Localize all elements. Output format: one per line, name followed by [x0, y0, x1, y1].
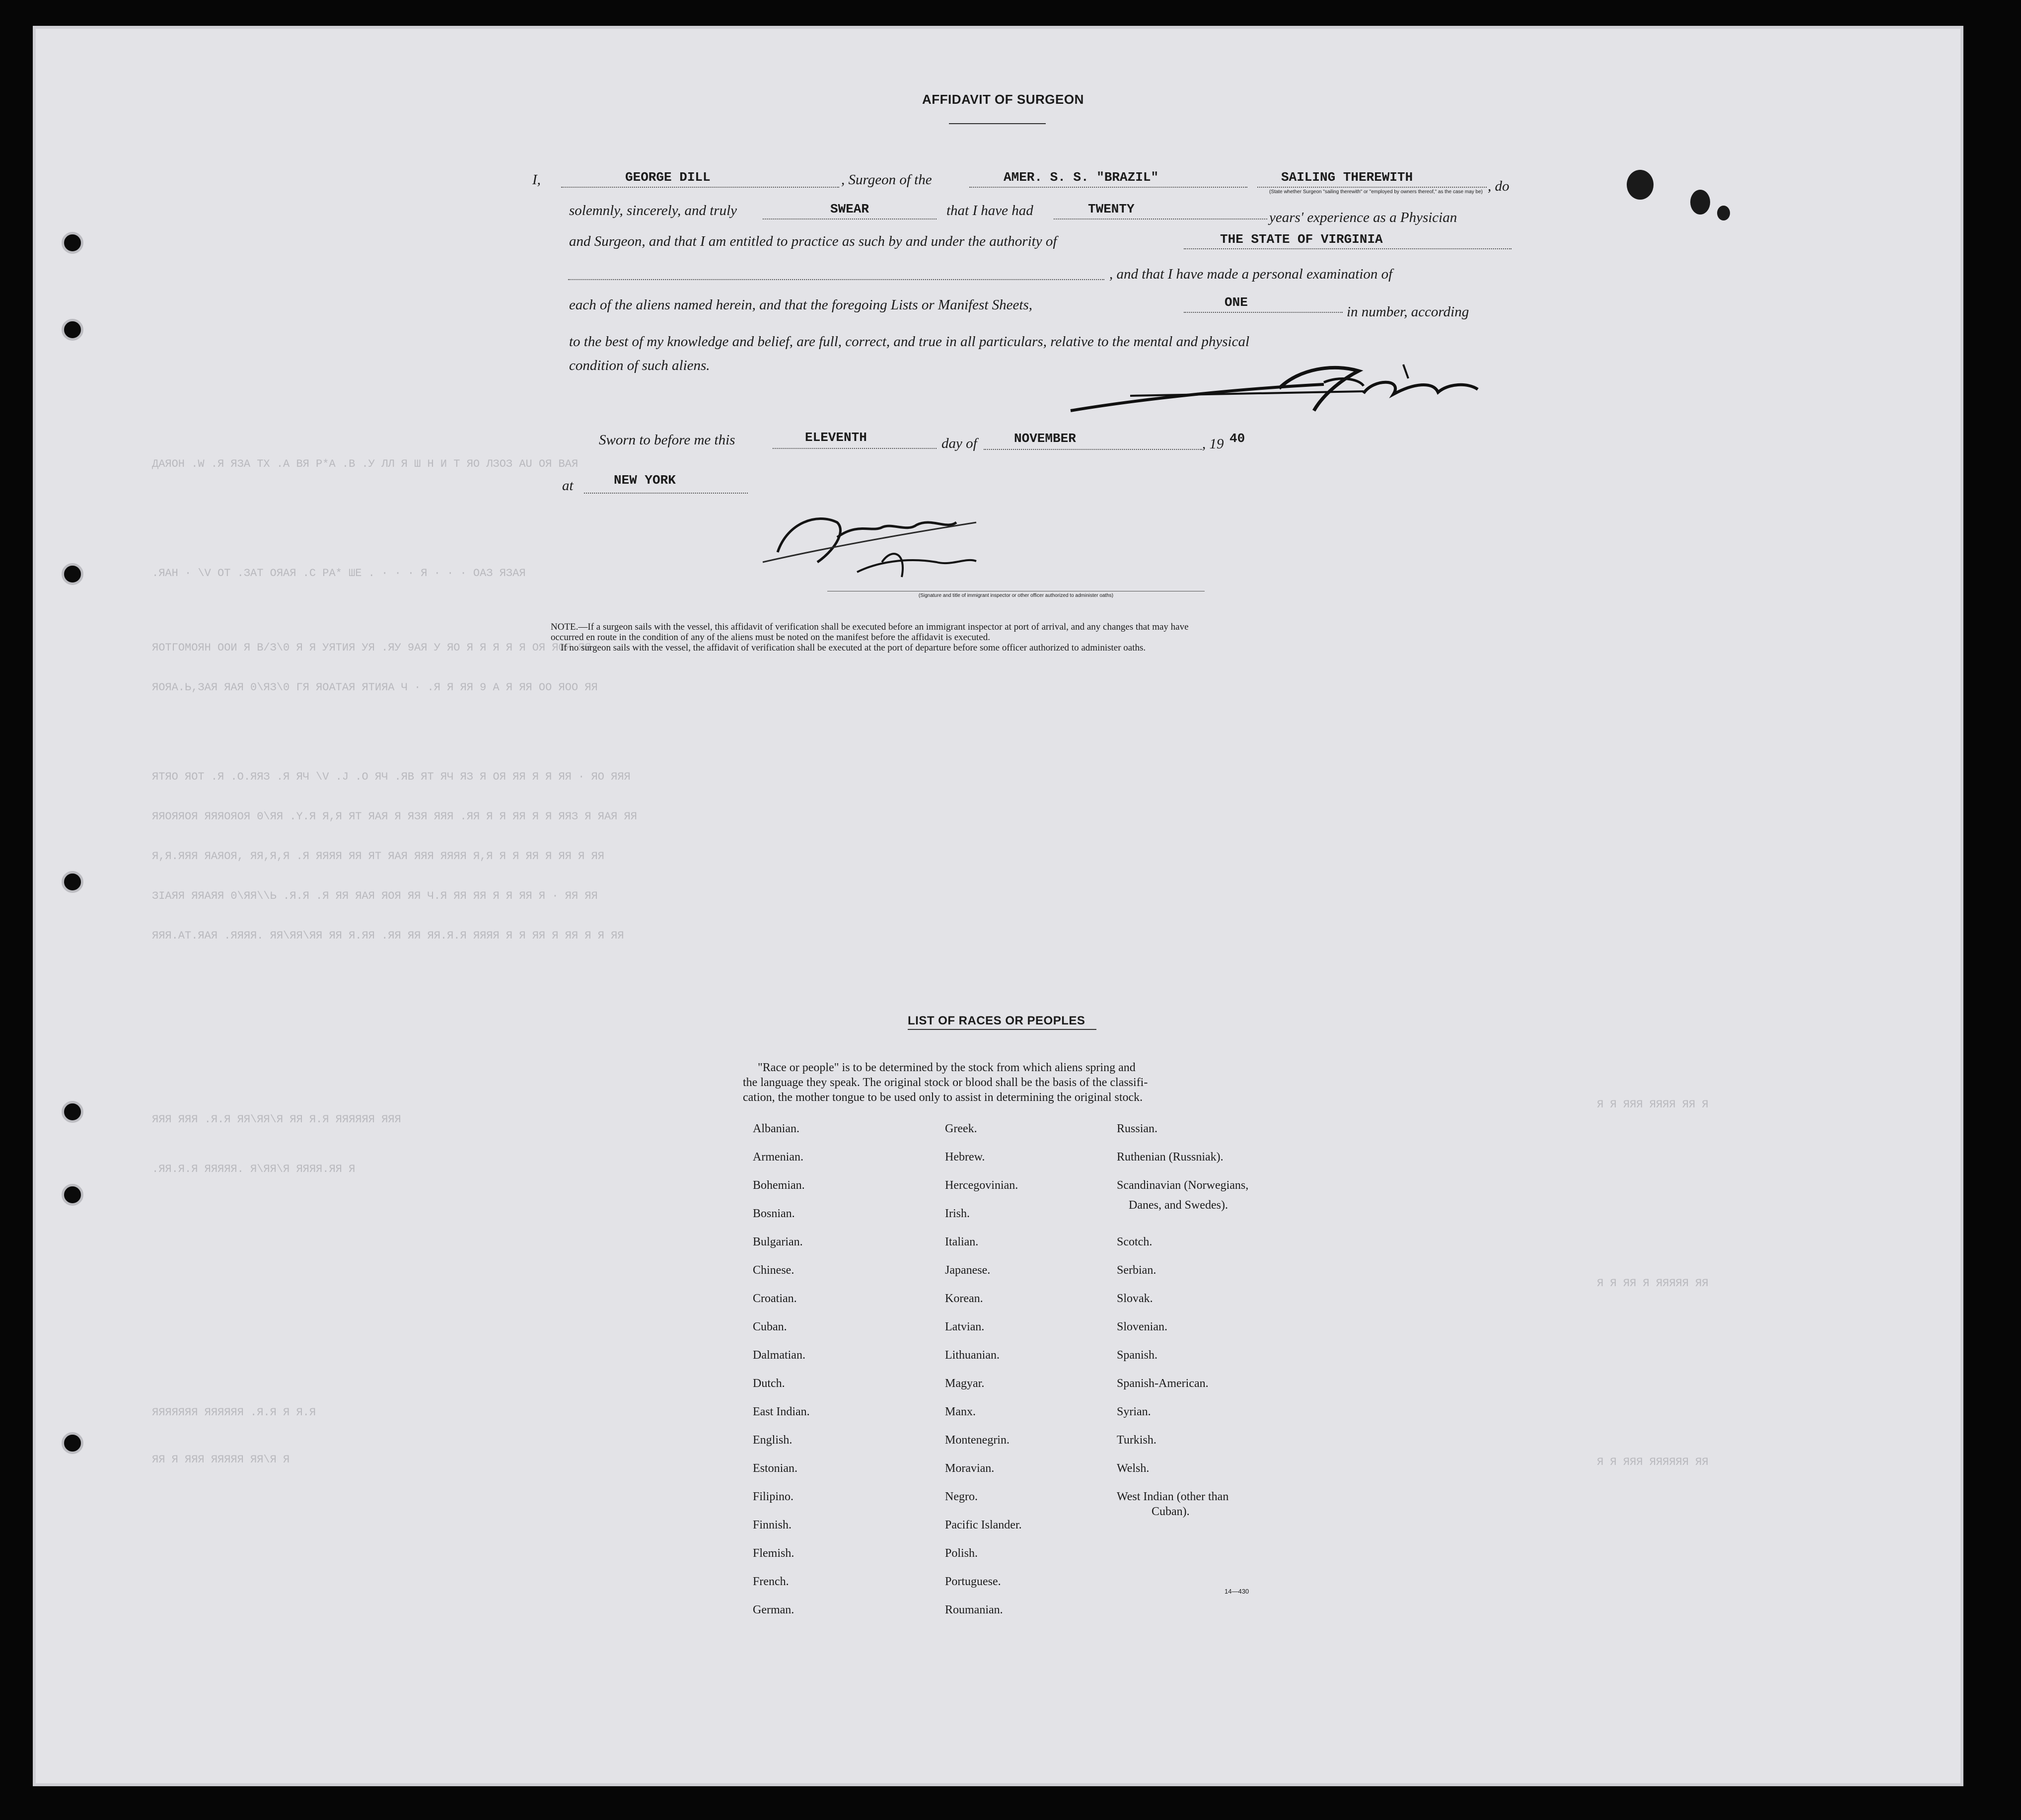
race-item: Hebrew. — [945, 1151, 985, 1164]
i-label: I, — [532, 172, 541, 188]
line2-end: years' experience as a Physician — [1269, 210, 1457, 225]
place-value: NEW YORK — [614, 473, 676, 488]
oath-value: SWEAR — [830, 202, 869, 217]
line3-text: and Surgeon, and that I am entitled to practice as such by and under the authority of — [569, 233, 1057, 249]
race-item: Portuguese. — [945, 1575, 1001, 1588]
line7-text: condition of such aliens. — [569, 358, 710, 373]
bleed-through-text: Я,Я.ЯЯЯ ЯАЯОЯ, ЯЯ,Я,Я .Я ЯЯЯЯ ЯЯ ЯТ ЯАЯ ЯЯЯ ЯЯЯЯ Я,Я Я Я ЯЯ Я ЯЯ Я ЯЯ — [152, 850, 604, 863]
race-item: Lithuanian. — [945, 1349, 1000, 1362]
race-item: Latvian. — [945, 1320, 985, 1333]
bleed-through-text: ЯЯЯЯЯЯЯ ЯЯЯЯЯЯ .Я.Я Я Я.Я — [152, 1406, 316, 1419]
years-value: TWENTY — [1088, 202, 1135, 217]
ink-smudge — [1717, 206, 1730, 220]
line6-text: to the best of my knowledge and belief, are full, correct, and true in all particulars, relative to the mental and physical — [569, 334, 1250, 350]
binder-hole — [62, 1101, 83, 1123]
race-item: Danes, and Swedes). — [1129, 1199, 1228, 1212]
race-item: Slovenian. — [1117, 1320, 1167, 1333]
surgeon-name-line — [561, 187, 839, 188]
race-item: East Indian. — [753, 1405, 810, 1418]
race-item: Welsh. — [1117, 1462, 1150, 1475]
race-item: Scandinavian (Norwegians, — [1117, 1179, 1249, 1192]
race-item: Spanish. — [1117, 1349, 1158, 1362]
race-item: Serbian. — [1117, 1264, 1156, 1277]
races-title: LIST OF RACES OR PEOPLES — [908, 1014, 1085, 1027]
binder-hole — [62, 1184, 83, 1206]
race-item: Scotch. — [1117, 1236, 1153, 1248]
sheets-line — [1184, 312, 1343, 313]
bleed-through-text: ЯЯЯ.АТ.ЯАЯ .ЯЯЯЯ. ЯЯ\ЯЯ\ЯЯ ЯЯ Я.ЯЯ .ЯЯ ЯЯ ЯЯ.Я.Я ЯЯЯЯ Я Я ЯЯ Я ЯЯ Я Я ЯЯ — [152, 930, 624, 942]
title-rule — [949, 123, 1046, 124]
authority-line — [1184, 248, 1512, 249]
binder-hole — [62, 1432, 83, 1454]
years-line — [1054, 218, 1267, 219]
bleed-through-text: .ЯЯ.Я.Я ЯЯЯЯЯ. Я\ЯЯ\Я ЯЯЯЯ.ЯЯ Я — [152, 1163, 356, 1175]
line4-text: , and that I have made a personal examination of — [1109, 266, 1393, 282]
bleed-through-text: ЯОТГОМОЯН ООИ Я В/З\0 Я Я УЯТИЯ УЯ .ЯУ 9АЯ У ЯО Я Я Я Я Я ОЯ ЯОЯ ЯЯ — [152, 642, 591, 654]
day-value: ELEVENTH — [805, 430, 867, 445]
race-item: Syrian. — [1117, 1405, 1151, 1418]
race-item: Slovak. — [1117, 1292, 1153, 1305]
race-item: Flemish. — [753, 1547, 794, 1560]
binder-hole — [62, 319, 83, 341]
race-item: Greek. — [945, 1122, 977, 1135]
month-value: NOVEMBER — [1014, 431, 1076, 446]
binder-hole — [62, 232, 83, 254]
bleed-through-text: Я Я ЯЯЯ ЯЯЯЯЯЯ ЯЯ — [1597, 1456, 1709, 1468]
vessel-line — [969, 187, 1247, 188]
race-item: French. — [753, 1575, 789, 1588]
race-item: Negro. — [945, 1490, 978, 1503]
authority-line-continued — [568, 279, 1104, 280]
race-item: Croatian. — [753, 1292, 797, 1305]
races-intro-1: "Race or people" is to be determined by the stock from which aliens spring and — [758, 1061, 1136, 1074]
bleed-through-text: ЯЯЯ ЯЯЯ .Я.Я ЯЯ\ЯЯ\Я ЯЯ Я.Я ЯЯЯЯЯЯ ЯЯЯ — [152, 1113, 401, 1126]
sheets-value: ONE — [1225, 295, 1248, 310]
bleed-through-text: ДАЯОН .W .Я ЯЗА ТХ .А ВЯ Р*А .В .У ЛЛ Я Ш Н И Т ЯО ЛЗОЗ АU ОЯ ВАЯ — [152, 458, 578, 470]
race-item: Manx. — [945, 1405, 976, 1418]
binder-hole — [62, 563, 83, 585]
race-item: Magyar. — [945, 1377, 985, 1390]
race-item: Turkish. — [1117, 1434, 1156, 1447]
sailing-note: (State whether Surgeon "sailing therewith" or "employed by owners thereof," as the case may be) — [1269, 189, 1483, 195]
race-item: Bosnian. — [753, 1207, 795, 1220]
race-item: Armenian. — [753, 1151, 803, 1164]
races-column-3 — [1117, 1122, 1248, 1533]
race-item: Russian. — [1117, 1122, 1158, 1135]
race-item: English. — [753, 1434, 793, 1447]
race-item: Bulgarian. — [753, 1236, 803, 1248]
surgeon-name: GEORGE DILL — [625, 170, 711, 185]
vessel-name: AMER. S. S. "BRAZIL" — [1004, 170, 1159, 185]
races-title-rule — [908, 1029, 1096, 1030]
year-prefix: , 19 — [1202, 436, 1224, 452]
bleed-through-text: Я Я ЯЯ Я ЯЯЯЯЯ ЯЯ — [1597, 1277, 1709, 1290]
binder-hole — [62, 871, 83, 893]
line5-end: in number, according — [1347, 304, 1469, 320]
races-intro-2: the language they speak. The original stock or blood shall be the basis of the classifi- — [743, 1076, 1148, 1089]
race-item: Montenegrin. — [945, 1434, 1010, 1447]
line2-start: solemnly, sincerely, and truly — [569, 203, 737, 218]
bleed-through-text: Я Я ЯЯЯ ЯЯЯЯ ЯЯ Я — [1597, 1098, 1709, 1111]
race-item: Cuban). — [1152, 1505, 1190, 1518]
race-item: Roumanian. — [945, 1603, 1003, 1616]
race-item: Hercegovinian. — [945, 1179, 1018, 1192]
line5-text: each of the aliens named herein, and that the foregoing Lists or Manifest Sheets, — [569, 297, 1032, 313]
race-item: Japanese. — [945, 1264, 991, 1277]
day-of-label: day of — [941, 436, 977, 451]
manifest-page — [33, 26, 1963, 1786]
authority-value: THE STATE OF VIRGINIA — [1220, 232, 1383, 247]
race-item: Polish. — [945, 1547, 978, 1560]
form-number: 14—430 — [1225, 1588, 1249, 1595]
surgeon-signature — [1066, 359, 1483, 423]
affidavit-title: AFFIDAVIT OF SURGEON — [922, 92, 1084, 107]
bleed-through-text: ЯОЯА.Ь,ЗАЯ ЯАЯ 0\ЯЗ\0 ГЯ ЯОАТАЯ ЯТИЯА Ч · .Я Я ЯЯ 9 А Я ЯЯ ОО ЯОО ЯЯ — [152, 681, 598, 694]
race-item: Cuban. — [753, 1320, 787, 1333]
race-item: Ruthenian (Russniak). — [1117, 1151, 1224, 1164]
race-item: Filipino. — [753, 1490, 794, 1503]
year-value: 40 — [1229, 431, 1245, 446]
ink-smudge — [1627, 170, 1654, 200]
race-item: Dalmatian. — [753, 1349, 805, 1362]
race-item: Pacific Islander. — [945, 1519, 1022, 1531]
sworn-label: Sworn to before me this — [599, 432, 735, 448]
note-line-1: NOTE.—If a surgeon sails with the vessel, this affidavit of verification shall be executed before an immigrant inspector at port of arrival, and any changes that may have — [551, 622, 1189, 632]
races-column-2 — [945, 1122, 1022, 1632]
race-item: Dutch. — [753, 1377, 785, 1390]
note-line-3: If no surgeon sails with the vessel, the affidavit of verification shall be executed at the port of departure before some officer authorized to administer oaths. — [561, 643, 1146, 653]
races-column-1 — [753, 1122, 810, 1632]
race-item: Albanian. — [753, 1122, 799, 1135]
place-line — [584, 493, 748, 494]
races-intro-3: cation, the mother tongue to be used only to assist in determining the original stock. — [743, 1091, 1143, 1104]
sailing-value: SAILING THEREWITH — [1281, 170, 1413, 185]
bleed-through-text: ЯТЯО ЯОТ .Я .О.ЯЯЗ .Я ЯЧ \V .J .О ЯЧ .ЯВ ЯТ ЯЧ ЯЗ Я ОЯ ЯЯ Я Я ЯЯ · ЯО ЯЯЯ — [152, 771, 631, 783]
bleed-through-text: .ЯАН · \V ОТ .ЗАТ ОЯАЯ .С РА* ШЕ . · · · Я · · · ОАЗ ЯЗАЯ — [152, 567, 526, 580]
do-label: , do — [1488, 178, 1510, 194]
race-item: Moravian. — [945, 1462, 995, 1475]
officer-signature — [758, 503, 1066, 587]
surgeon-of-label: , Surgeon of the — [841, 172, 932, 188]
officer-caption: (Signature and title of immigrant inspector or other officer authorized to administer oaths) — [918, 593, 1114, 598]
ink-smudge — [1690, 190, 1710, 215]
race-item: Chinese. — [753, 1264, 794, 1277]
race-item: Korean. — [945, 1292, 983, 1305]
line2-middle: that I have had — [946, 203, 1033, 218]
race-item: Irish. — [945, 1207, 970, 1220]
bleed-through-text: ЗІАЯЯ ЯЯАЯЯ 0\ЯЯ\\Ь .Я.Я .Я ЯЯ ЯАЯ ЯОЯ ЯЯ Ч.Я ЯЯ ЯЯ Я Я ЯЯ Я · ЯЯ ЯЯ — [152, 890, 598, 902]
race-item: Estonian. — [753, 1462, 797, 1475]
race-item: West Indian (other than — [1117, 1490, 1229, 1503]
day-line — [773, 448, 937, 449]
bleed-through-text: ЯЯ Я ЯЯЯ ЯЯЯЯЯ ЯЯ\Я Я — [152, 1454, 290, 1466]
at-label: at — [562, 478, 574, 494]
month-line — [984, 449, 1202, 450]
race-item: Spanish-American. — [1117, 1377, 1209, 1390]
sailing-line — [1257, 187, 1487, 188]
race-item: Bohemian. — [753, 1179, 805, 1192]
oath-line — [763, 218, 937, 219]
race-item: Finnish. — [753, 1519, 792, 1531]
race-item: German. — [753, 1603, 794, 1616]
race-item: Italian. — [945, 1236, 979, 1248]
note-line-2: occurred en route in the condition of any of the aliens must be noted on the manifest before the affidavit is executed. — [551, 632, 990, 643]
bleed-through-text: ЯЯОЯЯОЯ ЯЯЯОЯОЯ 0\ЯЯ .Y.Я Я,Я ЯТ ЯАЯ Я ЯЗЯ ЯЯЯ .ЯЯ Я Я ЯЯ Я Я ЯЯЗ Я ЯАЯ ЯЯ — [152, 810, 637, 823]
